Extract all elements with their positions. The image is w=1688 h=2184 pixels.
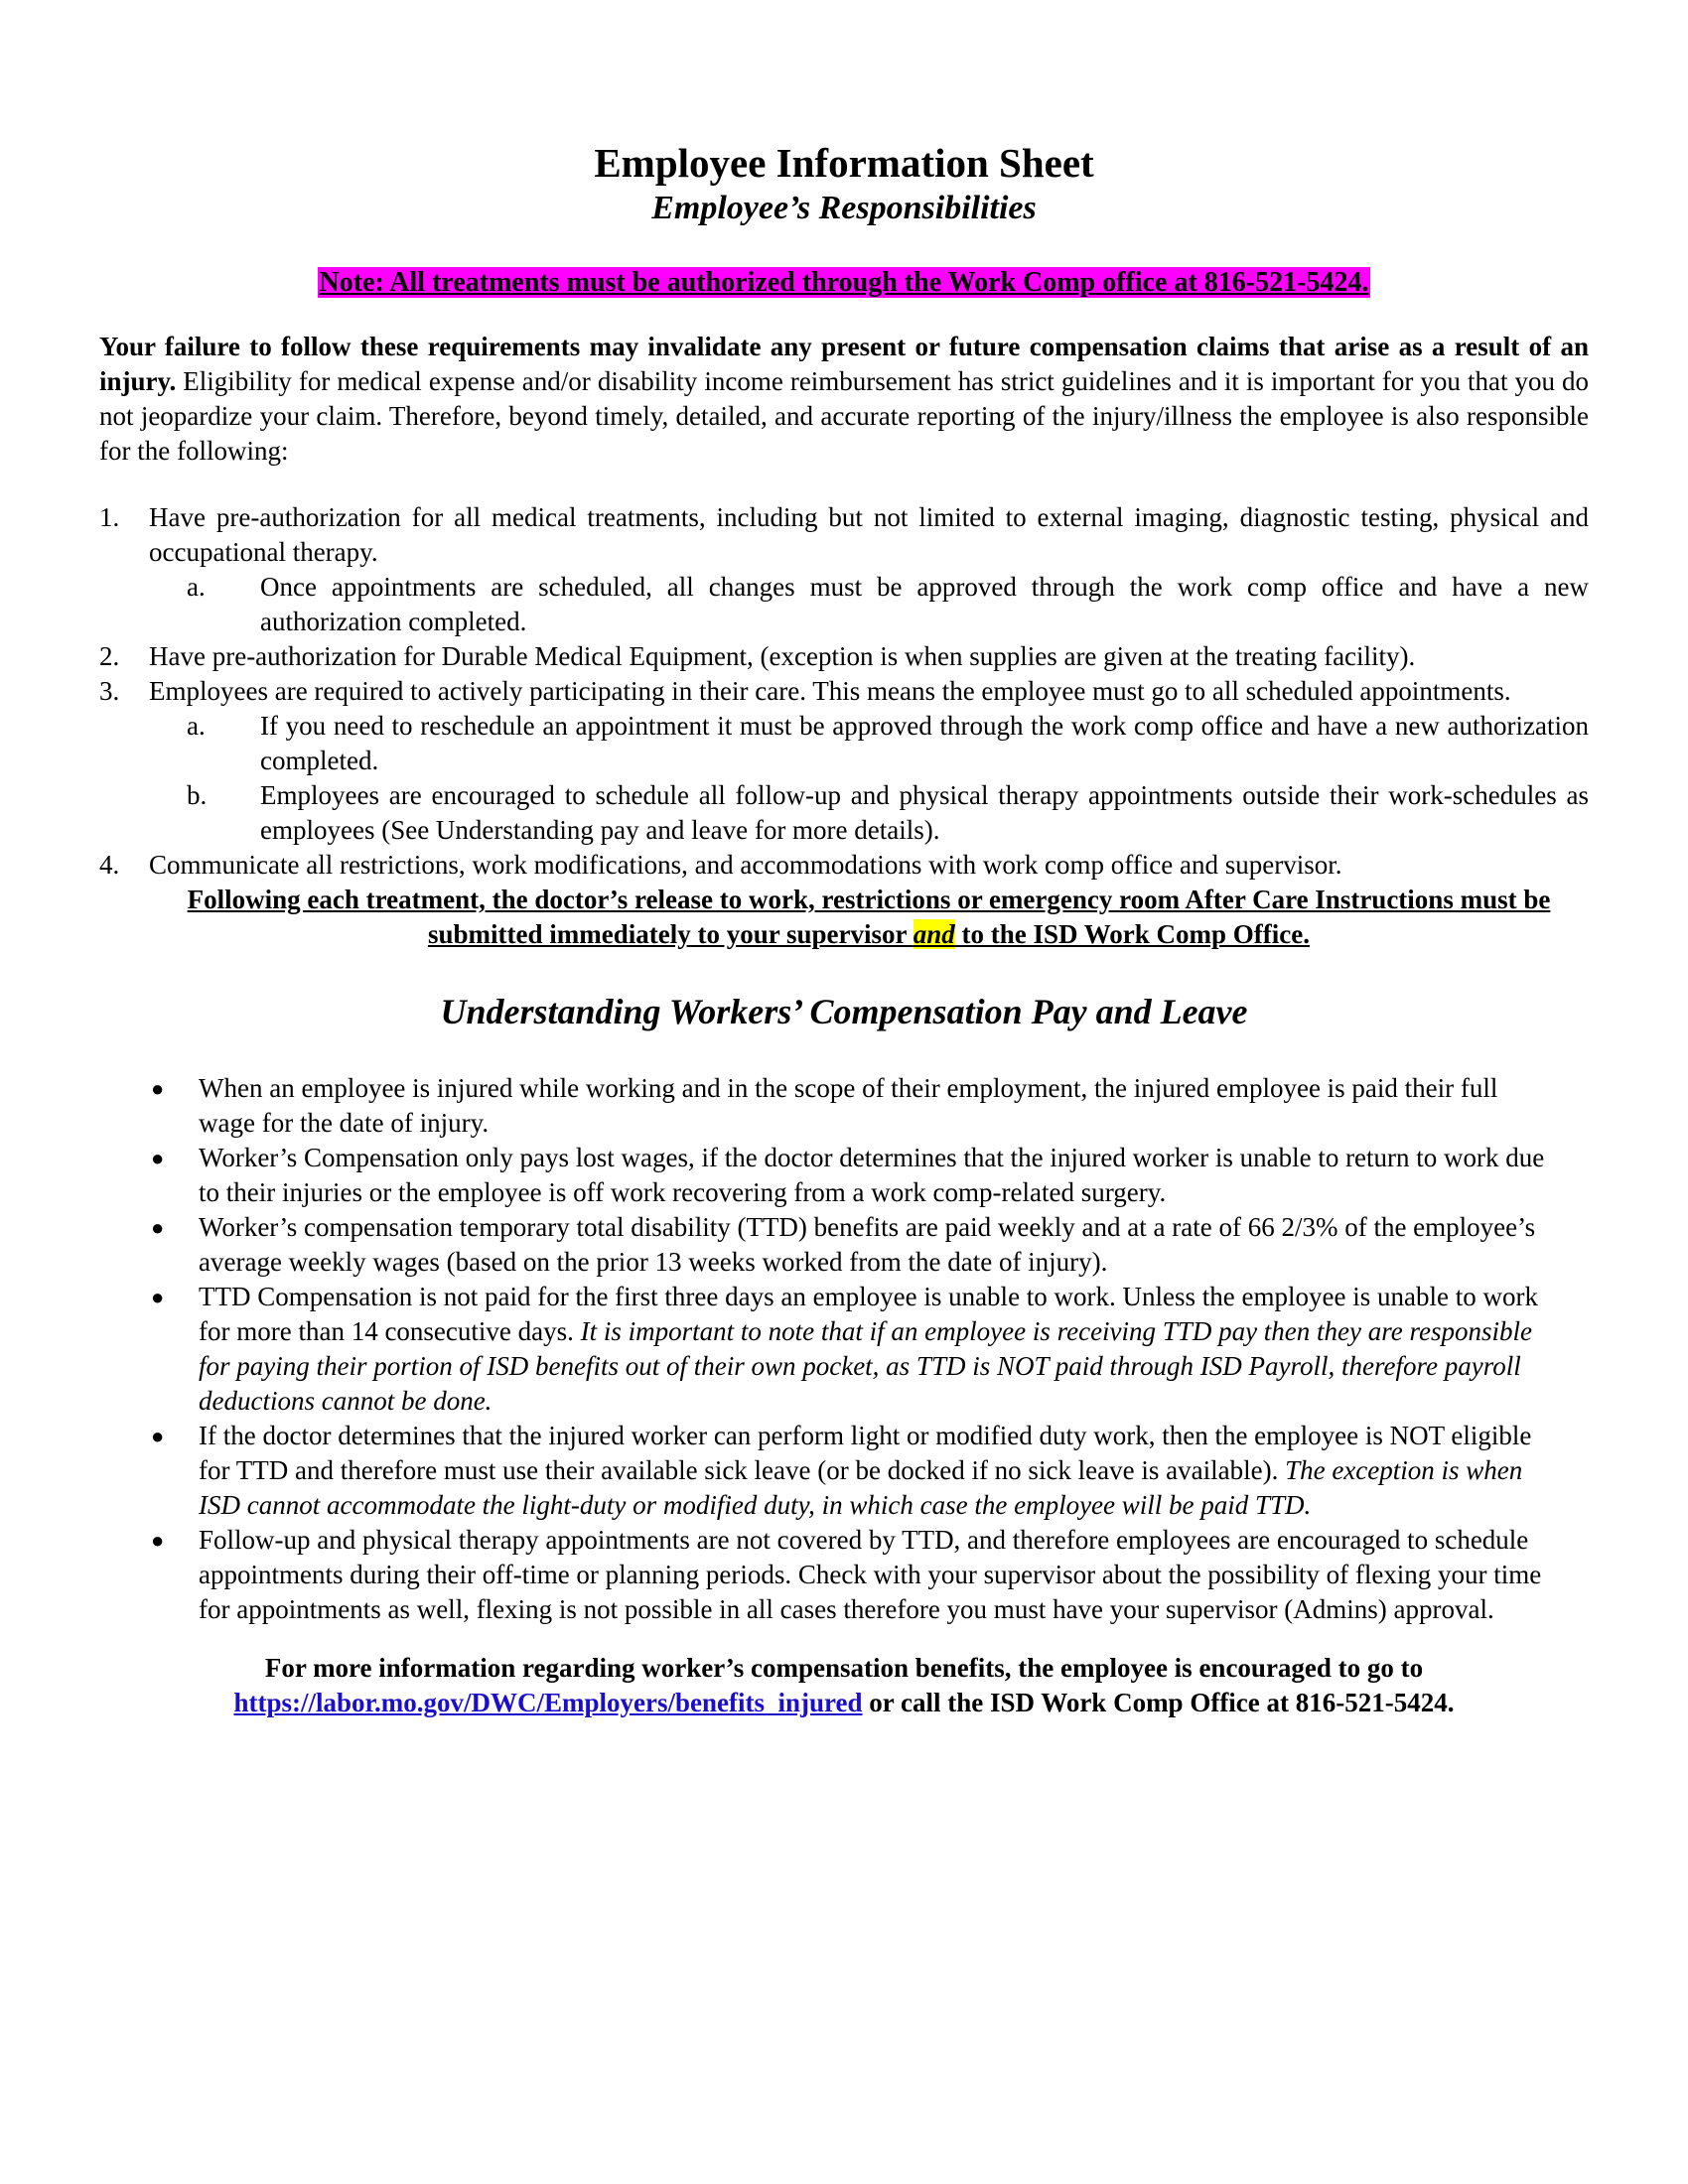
responsibility-item bbox=[99, 500, 1589, 639]
item-number: 4. bbox=[99, 850, 120, 880]
list-item bbox=[99, 1280, 1589, 1419]
bullet-dot-icon: ● bbox=[151, 1528, 165, 1553]
bullet-dot-icon: ● bbox=[151, 1424, 165, 1448]
section-heading: Understanding Workers’ Compensation Pay and Leave bbox=[440, 992, 1248, 1031]
sub-letter: b. bbox=[187, 780, 208, 810]
closing-phone-text: or call the ISD Work Comp Office at 816-521-5424. bbox=[862, 1688, 1455, 1717]
responsibility-item bbox=[99, 674, 1589, 848]
item-text: Have pre-authorization for Durable Medical Equipment, (exception is when supplies are given at the treating facility). bbox=[149, 641, 1416, 671]
list-item bbox=[99, 1141, 1589, 1210]
item-text: Employees are required to actively participating in their care. This means the employee must go to all scheduled appointments. bbox=[149, 676, 1511, 706]
and-highlight: and bbox=[913, 919, 955, 949]
sub-letter: a. bbox=[187, 572, 206, 602]
intro-warning: Your failure to follow these requirements may invalidate any present or future compensation claims that arise as a result of an injury. bbox=[99, 332, 1589, 396]
sub-item bbox=[149, 709, 1589, 778]
sub-letter: a. bbox=[187, 711, 206, 741]
item-number: 2. bbox=[99, 641, 120, 671]
bullet-italic-text: The exception is when ISD cannot accommodate the light-duty or modified duty, in which case the employee will be paid TTD. bbox=[199, 1455, 1523, 1520]
sub-item bbox=[149, 570, 1589, 639]
closing-text: For more information regarding worker’s compensation benefits, the employee is encouraged to go to bbox=[264, 1653, 1424, 1683]
intro-text: Eligibility for medical expense and/or disability income reimbursement has strict guidelines and it is important for you that you do not jeopardize your claim. Therefore, beyond timely, detailed, and accurate reporting of the injury/illness the employee is also responsible for the following: bbox=[99, 366, 1589, 466]
submission-text-before: Following each treatment, the doctor’s release to work, restrictions or emergency room After Care Instructions must be submitted immediately to your supervisor bbox=[187, 885, 1551, 949]
bullet-dot-icon: ● bbox=[151, 1146, 165, 1170]
item-text: Communicate all restrictions, work modifications, and accommodations with work comp office and supervisor. bbox=[149, 850, 1342, 880]
list-item bbox=[99, 1419, 1589, 1523]
pay-leave-list bbox=[99, 1071, 1589, 1627]
sub-list bbox=[149, 570, 1589, 639]
bullet-italic-text: It is important to note that if an employee is receiving TTD pay then they are responsible for paying their portion of ISD benefits out of their own pocket, as TTD is NOT paid through ISD Payroll, therefore payroll deductions cannot be done. bbox=[199, 1316, 1532, 1416]
intro-paragraph bbox=[99, 330, 1589, 469]
page-title: Employee Information Sheet bbox=[594, 140, 1094, 186]
sub-list bbox=[149, 709, 1589, 848]
bullet-text: If the doctor determines that the injured worker can perform light or modified duty work, then the employee is NOT eligible for TTD and therefore must use their available sick leave (or be docked if no sick leave is available). bbox=[199, 1421, 1532, 1485]
sub-text: Employees are encouraged to schedule all follow-up and physical therapy appointments outside their work-schedules as employees (See Understanding pay and leave for more details). bbox=[260, 780, 1589, 845]
note-wrapper bbox=[99, 266, 1589, 300]
document-page bbox=[99, 139, 1589, 1720]
bullet-dot-icon: ● bbox=[151, 1076, 165, 1101]
benefits-link[interactable]: https://labor.mo.gov/DWC/Employers/benefits_injured bbox=[233, 1688, 863, 1717]
bullet-text: When an employee is injured while working and in the scope of their employment, the injured employee is paid their full wage for the date of injury. bbox=[199, 1073, 1498, 1138]
item-number: 1. bbox=[99, 502, 120, 532]
bullet-dot-icon: ● bbox=[151, 1285, 165, 1309]
item-number: 3. bbox=[99, 676, 120, 706]
responsibility-item bbox=[99, 639, 1589, 674]
bullet-text: TTD Compensation is not paid for the first three days an employee is unable to work. Unless the employee is unable to work for more than 14 consecutive days. bbox=[199, 1282, 1538, 1346]
list-item bbox=[99, 1071, 1589, 1141]
bullet-text: Worker’s compensation temporary total disability (TTD) benefits are paid weekly and at a rate of 66 2/3% of the employee’s average weekly wages (based on the prior 13 weeks worked from the date of injury). bbox=[199, 1212, 1536, 1277]
authorization-note: Note: All treatments must be authorized through the Work Comp office at 816-521-5424. bbox=[319, 267, 1369, 298]
item-text: Have pre-authorization for all medical treatments, including but not limited to external imaging, diagnostic testing, physical and occupational therapy. bbox=[149, 502, 1589, 567]
list-item bbox=[99, 1210, 1589, 1280]
responsibility-item bbox=[99, 848, 1589, 883]
bullet-dot-icon: ● bbox=[151, 1215, 165, 1240]
page-subtitle: Employee’s Responsibilities bbox=[651, 190, 1037, 226]
sub-item bbox=[149, 778, 1589, 848]
bullet-text: Follow-up and physical therapy appointments are not covered by TTD, and therefore employees are encouraged to schedule appointments during their off-time or planning periods. Check with your supervisor about the possibility of flexing your time for appointments as well, flexing is not possible in all cases therefore you must have your supervisor (Admins) approval. bbox=[199, 1525, 1542, 1624]
closing-paragraph bbox=[99, 1651, 1589, 1720]
submission-instructions bbox=[149, 883, 1589, 952]
sub-text: Once appointments are scheduled, all changes must be approved through the work comp office and have a new authorization completed. bbox=[260, 572, 1589, 636]
list-item bbox=[99, 1523, 1589, 1627]
submission-text-after: to the ISD Work Comp Office. bbox=[954, 919, 1311, 949]
sub-text: If you need to reschedule an appointment it must be approved through the work comp office and have a new authorization completed. bbox=[260, 711, 1589, 775]
responsibilities-list bbox=[99, 500, 1589, 883]
bullet-text: Worker’s Compensation only pays lost wages, if the doctor determines that the injured worker is unable to return to work due to their injuries or the employee is off work recovering from a work comp-related surgery. bbox=[199, 1143, 1545, 1207]
